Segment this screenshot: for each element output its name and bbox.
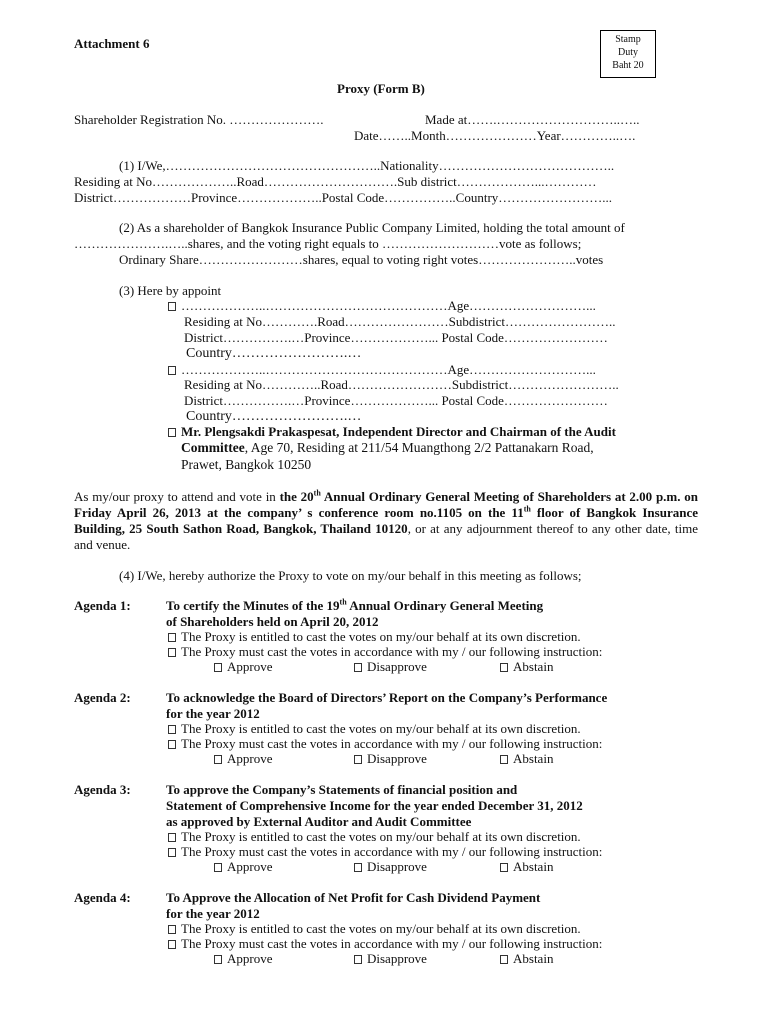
approve-option[interactable]: Approve [214,659,273,675]
proxy-1-residence-field[interactable]: Residing at No………….Road……………………Subdistrict…………………….. [184,314,616,329]
attachment-label: Attachment 6 [74,36,150,51]
checkbox-icon[interactable] [168,725,176,734]
checkbox-icon[interactable] [168,428,176,437]
checkbox-icon[interactable] [168,302,176,311]
stamp-duty-box [600,30,656,78]
made-at-field[interactable]: Made at…….………………………..….. [425,112,640,127]
name-nationality-field[interactable]: (1) I/We,…………………………………………..Nationality………………………………….. [119,158,615,173]
agenda-title: for the year 2012 [166,906,260,921]
ordinary-share-field[interactable]: Ordinary Share……………………shares, equal to voting right votes…………………..votes [119,252,604,267]
checkbox-icon[interactable] [214,863,222,872]
shareholder-registration-field[interactable]: Shareholder Registration No. …………………. [74,112,324,127]
shares-votes-field[interactable]: ………………….…..shares, and the voting right equals to ………………………vote as follows; [74,236,582,251]
abstain-option[interactable]: Abstain [500,951,553,967]
checkbox-icon[interactable] [500,755,508,764]
checkbox-icon[interactable] [500,955,508,964]
approve-option[interactable]: Approve [214,751,273,767]
checkbox-icon[interactable] [168,366,176,375]
disapprove-option[interactable]: Disapprove [354,659,427,675]
option-instruction[interactable]: The Proxy must cast the votes in accordance with my / our following instruction: [168,736,602,752]
stamp-line: Duty [618,47,638,58]
proxy-2-name-field[interactable]: ………………..……………………………………Age………………………... [168,362,596,378]
stamp-line: Stamp [615,34,641,45]
agenda-title: as approved by External Auditor and Audit Committee [166,814,472,829]
proxy-2-residence-field[interactable]: Residing at No…………..Road……………………Subdistrict…………………….. [184,377,619,392]
approve-option[interactable]: Approve [214,859,273,875]
option-own-discretion[interactable]: The Proxy is entitled to cast the votes on my/our behalf at its own discretion. [168,921,581,937]
agenda-label: Agenda 3: [74,782,131,797]
agenda-title: for the year 2012 [166,706,260,721]
agenda-title: To certify the Minutes of the 19th Annual Ordinary General Meeting [166,597,544,613]
date-field[interactable]: Date……..Month…………………Year…………..…. [354,128,636,143]
stamp-line: Baht 20 [612,60,644,71]
checkbox-icon[interactable] [354,863,362,872]
option-own-discretion[interactable]: The Proxy is entitled to cast the votes on my/our behalf at its own discretion. [168,629,581,645]
agenda-title: Statement of Comprehensive Income for the year ended December 31, 2012 [166,798,583,813]
appoint-heading: (3) Here by appoint [119,283,222,298]
abstain-option[interactable]: Abstain [500,659,553,675]
agenda-title: of Shareholders held on April 20, 2012 [166,614,379,629]
disapprove-option[interactable]: Disapprove [354,859,427,875]
agenda-title: To approve the Company’s Statements of financial position and [166,782,518,797]
abstain-option[interactable]: Abstain [500,859,553,875]
proxy-2-country-field[interactable]: Country…………………….… [186,409,362,424]
option-own-discretion[interactable]: The Proxy is entitled to cast the votes on my/our behalf at its own discretion. [168,829,581,845]
disapprove-option[interactable]: Disapprove [354,751,427,767]
proxy-1-name-field[interactable]: ………………..……………………………………Age………………………... [168,298,596,314]
option-instruction[interactable]: The Proxy must cast the votes in accordance with my / our following instruction: [168,844,602,860]
checkbox-icon[interactable] [500,663,508,672]
checkbox-icon[interactable] [168,925,176,934]
option-own-discretion[interactable]: The Proxy is entitled to cast the votes on my/our behalf at its own discretion. [168,721,581,737]
checkbox-icon[interactable] [168,633,176,642]
proxy-3-address: Prawet, Bangkok 10250 [181,457,312,472]
authorize-text: (4) I/We, hereby authorize the Proxy to vote on my/our behalf in this meeting as follows; [119,568,582,583]
shareholding-text: (2) As a shareholder of Bangkok Insurance Public Company Limited, holding the total amount of [119,220,625,235]
agenda-label: Agenda 1: [74,598,131,613]
checkbox-icon[interactable] [354,955,362,964]
agenda-title: To acknowledge the Board of Directors’ Report on the Company’s Performance [166,690,608,705]
proxy-1-country-field[interactable]: Country…………………….… [186,346,362,361]
proxy-1-district-field[interactable]: District…………….…Province………………... Postal Code…………………… [184,330,608,345]
option-instruction[interactable]: The Proxy must cast the votes in accordance with my / our following instruction: [168,644,602,660]
agenda-title: To Approve the Allocation of Net Profit for Cash Dividend Payment [166,890,541,905]
proxy-3-detail: Committee, Age 70, Residing at 211/54 Muangthong 2/2 Pattanakarn Road, [181,440,594,455]
checkbox-icon[interactable] [168,833,176,842]
proxy-2-district-field[interactable]: District…………….…Province………………... Postal Code…………………… [184,393,608,408]
checkbox-icon[interactable] [354,663,362,672]
checkbox-icon[interactable] [168,940,176,949]
district-country-field[interactable]: District………………Province………………..Postal Code……………..Country……………………... [74,190,613,205]
disapprove-option[interactable]: Disapprove [354,951,427,967]
abstain-option[interactable]: Abstain [500,751,553,767]
checkbox-icon[interactable] [214,955,222,964]
checkbox-icon[interactable] [168,648,176,657]
form-title: Proxy (Form B) [337,81,425,96]
proxy-3-option[interactable] [168,424,616,440]
checkbox-icon[interactable] [214,755,222,764]
checkbox-icon[interactable] [500,863,508,872]
proxy-3-name: Mr. Plengsakdi Prakaspesat, Independent Director and Chairman of the Audit [181,424,616,439]
agenda-label: Agenda 2: [74,690,131,705]
checkbox-icon[interactable] [168,848,176,857]
checkbox-icon[interactable] [354,755,362,764]
checkbox-icon[interactable] [168,740,176,749]
residence-field[interactable]: Residing at No………………..Road………………………….Sub district………………...………… [74,174,597,189]
approve-option[interactable]: Approve [214,951,273,967]
option-instruction[interactable]: The Proxy must cast the votes in accordance with my / our following instruction: [168,936,602,952]
agenda-label: Agenda 4: [74,890,131,905]
checkbox-icon[interactable] [214,663,222,672]
meeting-paragraph: As my/our proxy to attend and vote in the 20th Annual Ordinary General Meeting of Shareholders at 2.00 p.m. on Friday April 26, 2013 at the company’ s conference room no.1105 on the 11th floor of Bangkok Insurance Building, 25 South Sathon Road, Bangkok, Thailand 10120, or at any adjournment thereof to any other date, time and venue. [74,488,698,552]
